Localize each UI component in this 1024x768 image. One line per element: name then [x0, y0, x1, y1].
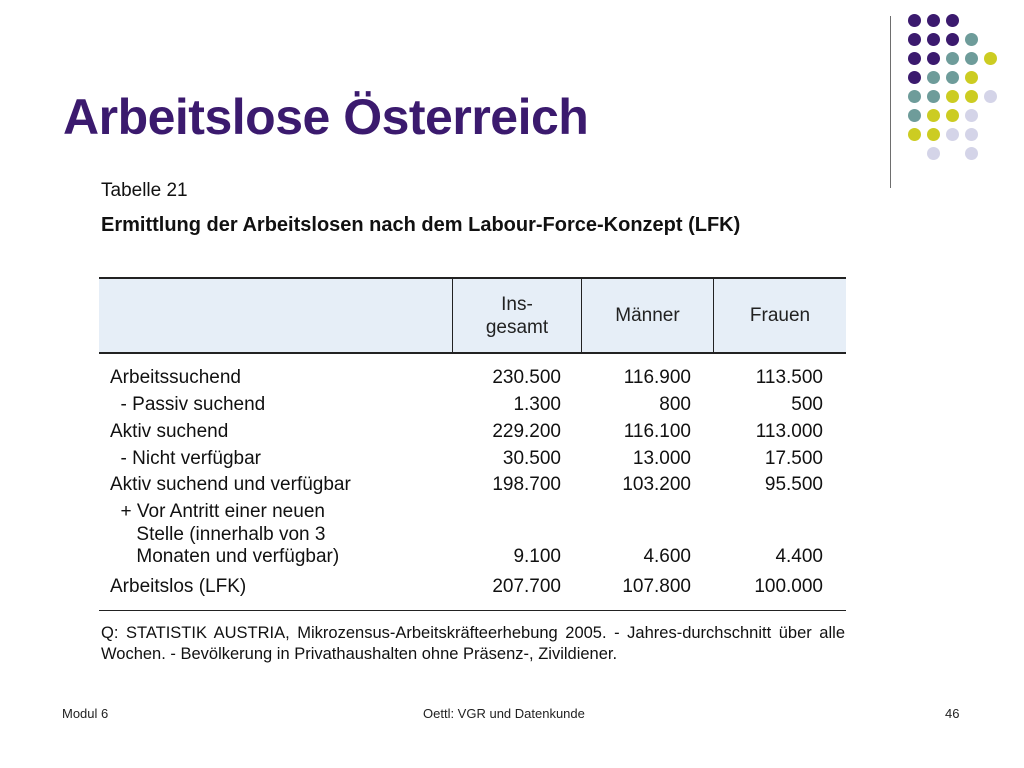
row-label: Monaten und verfügbar) [110, 546, 340, 567]
row-value: 1.300 [513, 394, 561, 415]
decorative-dot [908, 128, 921, 141]
row-value: 116.100 [623, 421, 691, 442]
decorative-dot [946, 128, 959, 141]
table-bottom-rule [99, 610, 846, 611]
decorative-dot [927, 71, 940, 84]
decorative-dot [927, 128, 940, 141]
row-value: 207.700 [492, 576, 561, 597]
decorative-dot [984, 90, 997, 103]
decorative-dot [908, 71, 921, 84]
decorative-dot [965, 90, 978, 103]
decorative-dot [946, 71, 959, 84]
decorative-dot [927, 14, 940, 27]
row-value: 113.500 [755, 367, 823, 388]
column-header-frauen: Frauen [713, 279, 846, 352]
row-value: 800 [659, 394, 691, 415]
decorative-dot [908, 52, 921, 65]
decorative-dot [927, 52, 940, 65]
table-source-note: Q: STATISTIK AUSTRIA, Mikrozensus-Arbeitskräfteerhebung 2005. - Jahres-durchschnitt über alle Wochen. - Bevölkerung in Privathaushalten ohne Präsenz-, Zivildiener. [101, 624, 845, 663]
decorative-vertical-line [890, 16, 891, 188]
decorative-dot [927, 147, 940, 160]
decorative-dot [946, 90, 959, 103]
row-value: 103.200 [622, 474, 691, 495]
row-value: 500 [791, 394, 823, 415]
row-label: + Vor Antritt einer neuen [110, 501, 325, 522]
row-value: 100.000 [754, 576, 823, 597]
row-value: 113.000 [755, 421, 823, 442]
column-header-maenner: Männer [581, 279, 713, 352]
row-label: - Passiv suchend [110, 394, 266, 415]
row-value: 30.500 [502, 448, 561, 469]
decorative-dot [908, 33, 921, 46]
decorative-dot [965, 52, 978, 65]
row-value: 116.900 [623, 367, 691, 388]
decorative-dot [908, 90, 921, 103]
table-caption: Tabelle 21 [101, 180, 188, 201]
row-label: Aktiv suchend und verfügbar [110, 474, 351, 495]
decorative-dot [946, 52, 959, 65]
table-header-row [99, 277, 846, 354]
row-label: - Nicht verfügbar [110, 448, 261, 469]
decorative-dot [946, 109, 959, 122]
decorative-dot [946, 33, 959, 46]
decorative-dot [965, 33, 978, 46]
footer-page-number: 46 [945, 706, 960, 721]
row-value: 95.500 [764, 474, 823, 495]
decorative-dot [927, 109, 940, 122]
column-header-insgesamt: Ins- gesamt [452, 279, 581, 352]
decorative-dot [984, 52, 997, 65]
row-value: 13.000 [632, 448, 691, 469]
row-value: 229.200 [492, 421, 561, 442]
decorative-dot [965, 109, 978, 122]
footer-author: Oettl: VGR und Datenkunde [423, 706, 585, 721]
decorative-dot [908, 109, 921, 122]
decorative-dot [927, 33, 940, 46]
decorative-dot [927, 90, 940, 103]
row-label: Aktiv suchend [110, 421, 229, 442]
row-value: 230.500 [492, 367, 561, 388]
row-value: 198.700 [492, 474, 561, 495]
decorative-dot [908, 14, 921, 27]
footer-module: Modul 6 [62, 706, 109, 721]
decorative-dot-grid [908, 14, 1008, 164]
decorative-dot [965, 128, 978, 141]
row-label: Arbeitssuchend [110, 367, 241, 388]
row-value: 17.500 [764, 448, 823, 469]
row-value: 4.600 [643, 546, 691, 567]
row-value: 4.400 [775, 546, 823, 567]
decorative-dot [965, 147, 978, 160]
decorative-dot [965, 71, 978, 84]
slide-title: Arbeitslose Österreich [63, 89, 589, 145]
row-label: Arbeitslos (LFK) [110, 576, 247, 597]
row-label: Stelle (innerhalb von 3 [110, 523, 326, 545]
decorative-dot [946, 14, 959, 27]
row-value: 107.800 [622, 576, 691, 597]
row-value: 9.100 [513, 546, 561, 567]
table-heading: Ermittlung der Arbeitslosen nach dem Labour-Force-Konzept (LFK) [101, 214, 741, 236]
